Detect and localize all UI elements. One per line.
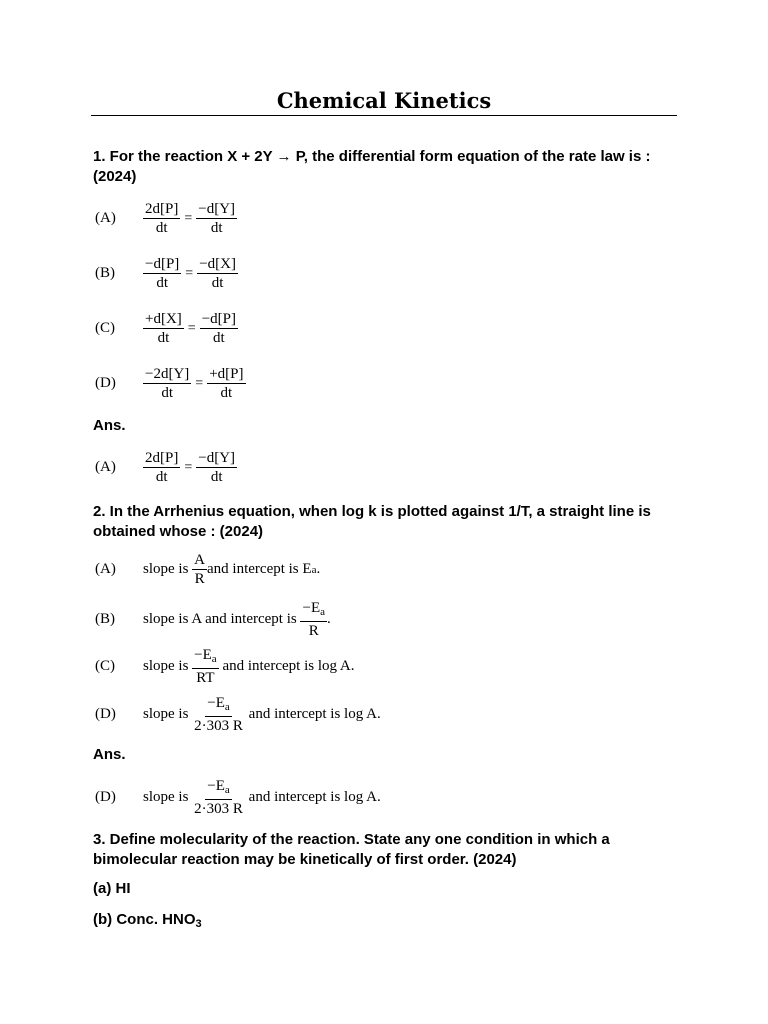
denominator: R bbox=[194, 571, 205, 587]
denominator: dt bbox=[156, 275, 168, 291]
q1-option-b bbox=[95, 255, 238, 292]
option-label: (D) bbox=[95, 375, 116, 391]
equals-sign: = bbox=[185, 265, 194, 281]
fraction bbox=[197, 255, 238, 292]
fraction bbox=[196, 449, 237, 486]
subscript: a bbox=[320, 606, 325, 618]
fraction bbox=[192, 694, 245, 735]
fraction bbox=[143, 200, 180, 237]
option-label: (C) bbox=[95, 658, 115, 674]
line-text: (b) Conc. HNO bbox=[93, 911, 196, 928]
option-label: (B) bbox=[95, 265, 115, 281]
denominator: R bbox=[308, 623, 319, 639]
option-label: (D) bbox=[95, 706, 116, 722]
numerator: A bbox=[194, 552, 206, 568]
denominator: dt bbox=[220, 385, 233, 401]
fraction bbox=[192, 777, 245, 818]
numerator: +d[P] bbox=[209, 366, 244, 382]
option-text: and intercept is log A. bbox=[248, 706, 381, 722]
q1-option-a bbox=[95, 200, 237, 237]
denominator: 2·303 R bbox=[194, 718, 243, 734]
subscript: a bbox=[311, 563, 317, 576]
denominator: dt bbox=[210, 469, 223, 485]
q2-option-a bbox=[95, 551, 320, 588]
denominator: dt bbox=[157, 330, 170, 346]
numerator-text: −E bbox=[207, 778, 225, 794]
option-label: (C) bbox=[95, 320, 115, 336]
q2-answer bbox=[95, 777, 381, 818]
question-1-text: 1. For the reaction X + 2Y → P, the differential form equation of the rate law is : (2024) bbox=[93, 148, 651, 185]
subscript: a bbox=[224, 784, 230, 796]
numerator bbox=[192, 646, 219, 669]
page-title: Chemical Kinetics bbox=[276, 88, 492, 113]
denominator: 2·303 R bbox=[194, 801, 243, 817]
q1-answer bbox=[95, 449, 237, 486]
q2-option-d bbox=[95, 694, 381, 735]
fraction bbox=[143, 310, 184, 347]
numerator-text: −E bbox=[302, 600, 321, 616]
q3-line-b bbox=[93, 911, 202, 930]
numerator bbox=[300, 599, 327, 622]
option-label: (A) bbox=[95, 459, 116, 475]
numerator: −d[P] bbox=[201, 311, 236, 327]
option-text: . bbox=[316, 561, 321, 577]
numerator: 2d[P] bbox=[145, 450, 179, 466]
equals-sign: = bbox=[195, 375, 204, 391]
numerator bbox=[205, 777, 232, 800]
q1-answer-label: Ans. bbox=[93, 417, 126, 434]
option-text: slope is bbox=[143, 706, 189, 722]
option-label: (A) bbox=[95, 561, 116, 577]
fraction bbox=[143, 365, 191, 402]
denominator: dt bbox=[161, 385, 173, 401]
denominator: RT bbox=[196, 670, 215, 686]
numerator: −d[X] bbox=[199, 256, 236, 272]
option-text: slope is A and intercept is bbox=[143, 611, 297, 627]
fraction bbox=[143, 449, 180, 486]
subscript: 3 bbox=[195, 918, 202, 930]
numerator bbox=[205, 694, 232, 717]
title-divider bbox=[91, 115, 677, 116]
numerator: 2d[P] bbox=[145, 201, 179, 217]
fraction bbox=[143, 255, 181, 292]
numerator: +d[X] bbox=[145, 311, 182, 327]
denominator: dt bbox=[210, 220, 223, 236]
denominator: dt bbox=[213, 330, 225, 346]
fraction bbox=[192, 551, 207, 588]
option-label: (B) bbox=[95, 611, 115, 627]
option-text: and intercept is E bbox=[207, 561, 312, 577]
equals-sign: = bbox=[187, 320, 196, 336]
denominator: dt bbox=[155, 469, 168, 485]
denominator: dt bbox=[155, 220, 168, 236]
equals-sign: = bbox=[184, 459, 193, 475]
q2-option-b bbox=[95, 599, 331, 640]
option-text: and intercept is log A. bbox=[222, 658, 355, 674]
option-text: slope is bbox=[143, 561, 189, 577]
q3-line-a: (a) HI bbox=[93, 880, 131, 897]
option-label: (D) bbox=[95, 789, 116, 805]
fraction bbox=[196, 200, 237, 237]
option-text: slope is bbox=[143, 789, 189, 805]
equals-sign: = bbox=[184, 210, 193, 226]
denominator: dt bbox=[211, 275, 224, 291]
subscript: a bbox=[211, 653, 217, 665]
numerator-text: −E bbox=[194, 647, 212, 663]
q1-option-d bbox=[95, 365, 246, 402]
question-3-text: 3. Define molecularity of the reaction. State any one condition in which a bimolecular reaction may be kinetically of first order. (2024) bbox=[93, 831, 610, 868]
numerator: −d[Y] bbox=[198, 201, 236, 217]
numerator: −d[Y] bbox=[198, 450, 236, 466]
question-2-text: 2. In the Arrhenius equation, when log k is plotted against 1/T, a straight line is obtained whose : (2024) bbox=[93, 503, 651, 540]
option-text: and intercept is log A. bbox=[248, 789, 381, 805]
numerator: −d[P] bbox=[145, 256, 180, 272]
fraction bbox=[300, 599, 327, 640]
fraction bbox=[207, 365, 245, 402]
fraction bbox=[192, 646, 219, 687]
option-text: slope is bbox=[143, 658, 189, 674]
subscript: a bbox=[224, 701, 230, 713]
numerator: −2d[Y] bbox=[145, 366, 190, 382]
numerator-text: −E bbox=[207, 695, 225, 711]
q2-option-c bbox=[95, 646, 355, 687]
option-text: . bbox=[327, 611, 331, 627]
q2-answer-label: Ans. bbox=[93, 746, 126, 763]
option-label: (A) bbox=[95, 210, 116, 226]
fraction bbox=[200, 310, 238, 347]
q1-option-c bbox=[95, 310, 238, 347]
